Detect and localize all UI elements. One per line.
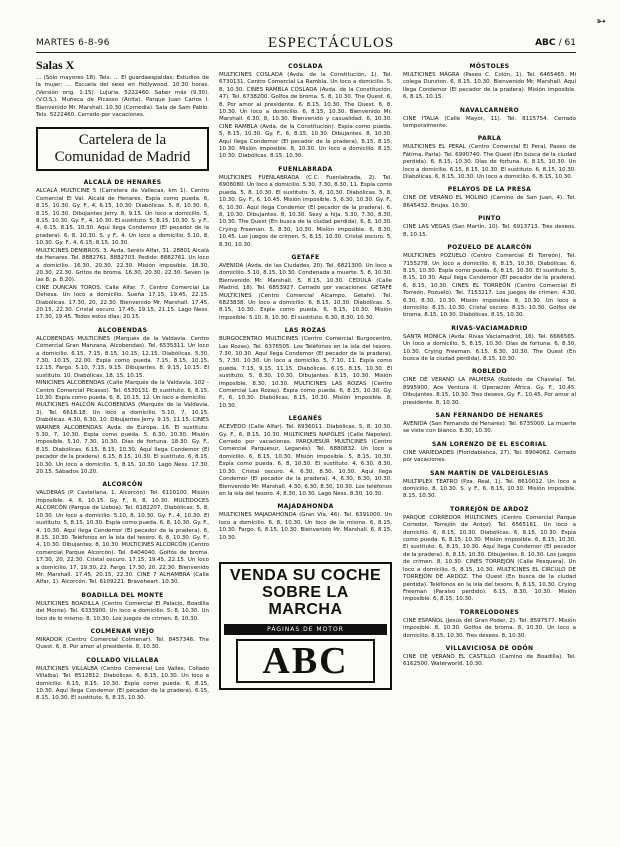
cinema-listing: MULTICINES HALCÓN ALCOBENDAS (Marqués de la Valdavia, 3). Tel. 6618.18. Un loco a domicilio. 5.10, 7, 10.15. Diabólicas. 4.30, 6.30, 10. Dibujantes Jerry. 9.15, 11.15. CINES WARNER ALCOBENDAS. Avda. de Europa, 16. El sustituto. 5.30, 7, 10.30. Espía como pueda. 5, 6.30, 10.30. Misión imposible. 5.10, 7.30, 10.30. Días de fortuna. 18.30. Gy. F., 8.15. Diabólicas. 6.15, 8.15, 10.30. Aquí llega Condemor (El pecador de la pradera). 6.15, 8.15, 10.30. El sustituto. 6, 8.15, 10.30. Un loco a domicilio. 5, 8.15, 10.30. Lago Ness. 17.30, 20.15. Sábados 10.20.: [36, 402, 209, 476]
town-heading: SAN LORENZO DE EL ESCORIAL: [432, 440, 547, 448]
publication-and-page: [535, 38, 576, 48]
cinema-listing: MULTICINES VILLALBA (Centro Comercial Los Valles, Collado Villalba). Tel. 8512812. Diabólicas. 6, 8.15, 10.30. Un loco a domicilio. 6.15, 8.15, 10.30. Espía como pueda. 6, 8.15, 10.30. Aquí llega Condemor (El pecador de la pradera). 6.15, 8.15, 10.30. El sustituto. 6, 8.15, 10.30.: [36, 665, 209, 702]
town-heading: PELAYOS DE LA PRESA: [447, 186, 532, 194]
issue-date: MARTES 6-8-96: [36, 38, 110, 48]
cinema-listing: ACEVEDO (Calle Alfar). Tel. 6936011. Diabólicas. 5, 8, 10.30. Gy. F., 6, 8.15, 10.30. MULTICINES NAPOLES (Calle Napoles). Cerrado por vacaciones. PARQUESUR MULTICINES (Centro Comercial Parquesur, Leganés). Tel. 6880832. Un loco a domicilio. 6, 8.15, 10.30. Misión imposible. 5, 8.15, 10.30. Espía como pueda. 6, 8, 10.30. El sustituto. 4, 6.30, 8.30, 10.30. Cristal oscuro. 4, 6.30, 8.30, 10.30. Aquí llega Condemor (El pecador de la pradera). 4, 6.30, 8.30, 10.30. Bienvenido Mr. Marshall. 4.30, 6.30, 8.30, 10.30. Los teléfonos en la isla del tesoro. 4, 8.30, 10.30. Lago Ness. 8.30, 10.30.: [219, 424, 392, 497]
town-heading: ALCORCÓN: [102, 481, 143, 489]
cinema-listing: MULTIPLEX TEATRO (Pza. Real, 1). Tel. 8610012. Un loco a domicilio. 8, 10.30. S. y F., 6, 8.15, 10.30. Misión imposible. 8.15, 10.30.: [403, 478, 576, 500]
cinema-listing: SANTA MÓNICA (Avda. Rivas Vaciamadrid, 16). Tel. 6666565. Un loco a domicilio. 5, 8.15, 10.30. Días de fortuna. 6, 8.30, 10.30. Crying Freeman. 6.15, 8.30, 10.30. The Quest (En busca de la ciudad perdida). 8.15, 10.30.: [403, 333, 576, 362]
cinema-listing: MULTICINES COSLADA (Avda. de la Constitución, 1). Tel. 6730131. Centro Comercial La Rambla. Un loco a domicilio. 5, 8, 10.30. CINES RAMBLA COSLADA (Avda. de la Constitución, 47). Tel. 6738200. Golfos de broma. 5, 8, 10.30. The Quest. 6, 8. Por amor al presidente. 6, 8.15, 10.30. The Quest. 6, 8, 10.30. Un loco a domicilio. 6, 8.15, 10.30. Bienvenido Mr. Marshall. 6.30, 8, 10.30. Bienvenido y casualidad. 6, 10.30. CINE RAMBLA (Avda. de la Constitución). Espía como pueda. 5, 8.15, 10.30. Gy. F., 6, 8.15, 10.30. Dibujantes. 8, 10.30. Aquí llega Condemor (El pecador de la pradera). 6.15, 8.15, 10.30. Misión imposible. 8, 10.30. Un loco a domicilio. 8.15, 10.30. Diabólicas. 8.15, 10.30.: [219, 72, 392, 160]
abc-logo: ABC: [236, 639, 375, 683]
town-heading: LAS ROZAS: [284, 327, 327, 335]
cinema-listing: AVENIDA (Avda. de las Ciudades, 20). Tel. 6821300. Un loco a domicilio. 5.10, 8.15, 10.30. Condenada a muerte. 5, 8, 10.30. Bienvenido Mr. Marshall. 5, 8.15, 10.30. CEDULA (Calle Madrid, 18). Tel. 6853927. Cerrado por vacaciones. GETAFE MULTICINES (Centro Comercial Alcampo, Getafe). Tel. 6823838. Un loco a domicilio. 6, 8.15, 10.30. Diabólicas. 5, 8.15, 10.30. Espía como pueda. 6, 8.15, 10.30. Misión imposible. 5.10, 8, 10.30. El sustituto. 6.30, 8.30, 10.30.: [219, 262, 392, 321]
town-heading: VILLAVICIOSA DE ODÓN: [445, 644, 534, 652]
town-heading: TORRELODONES: [459, 608, 520, 616]
town-heading: SAN MARTÍN DE VALDEIGLESIAS: [430, 469, 549, 477]
cartelera-title-line-2: Comunidad de Madrid: [54, 149, 191, 166]
abc-motor-advert: [219, 562, 392, 690]
town-heading: BOADILLA DEL MONTE: [81, 591, 164, 599]
page-number: / 61: [558, 38, 576, 48]
town-heading: LEGANÉS: [288, 415, 323, 423]
cinema-listing: MULTICINES BOADILLA (Centro Comercial El Palacio, Boadilla del Monte). Tel. 6333900. Un loco a domicilio. 5, 8, 10.30. Un loco de lo mismo. 8, 10.30. Los juegos de crimen. 8, 10.30.: [36, 600, 209, 622]
town-heading: FUENLABRADA: [278, 165, 333, 173]
cinema-listing: AVENIDA (San Fernando de Henares). Tel. 6735000. La muerte se viste con blanco. 8.30, 10.30.: [403, 421, 576, 435]
column-3: [403, 58, 576, 838]
page-corner-mark: ➳: [595, 14, 606, 28]
page-header: [36, 35, 576, 53]
cinema-listing: CINE DE VERANO EL CASTILLO (Camino de Boadilla). Tel. 6162500. Waterworld. 10.30.: [403, 653, 576, 668]
cinema-listing: BURGOCENTRO MULTICINES (Centro Comercial Burgocentro, Las Rozas). Tel. 6376505. Los Teléfonos en la isla del tesoro. 7.30, 10.30. Aquí llega Condemor (El pecador de la pradera). 5, 7.30, 10.30. Un loco a domicilio. 5, 7.10, 11. Espía como pueda. 7.15, 9.15, 11.15. Diabólicas. 6.15, 8.15, 10.30. El sustituto. 5, 8.30, 10.30. Dibujantes. 8.15, 10.30. Misión imposible. 8.30, 10.30. MULTICINES LAS ROZAS (Centro Comercial Las Rozas). Espía como pueda. 6, 8.15, 10.30. Gy. F., 6, 10.30. Diabólicas. 8.15, 10.30. Misión imposible. 8, 10.30.: [219, 336, 392, 409]
town-heading: COLLADO VILLALBA: [86, 656, 159, 664]
town-heading: COLMENAR VIEJO: [90, 627, 155, 635]
cinema-listing: CINE VARIEDADES (Floridablanca, 27). Tel. 8904062. Cerrado por vacaciones.: [403, 449, 576, 464]
section-title: ESPECTÁCULOS: [268, 35, 395, 51]
column-2-listings: [219, 63, 392, 542]
town-heading: COSLADA: [288, 63, 323, 70]
cinema-listing: CINE LAS VEGAS (San Martín, 10). Tel. 6913713. Tres deseos. 8, 10.15.: [403, 224, 576, 238]
cinema-listing: CINE DUNCAN TOROS. Calle Alfar. 7. Centro Comercial La Dehesa. Un loco a domicilio. Sueña 17.15, 19.45, 22.15. Diabólicas. 17.30, 20, 22.30. Bienvenido Mr. Marshall. 17.45, 20.15, 22.30. Cristal oscuro. 17.45, 19.15, 21.15. Lago Ness. 17.30, 19.45. Todos estos días: 20.15.: [36, 284, 209, 321]
town-heading: RIVAS-VACIAMADRID: [451, 324, 528, 332]
cinema-listing: CINE DE VERANO EL MOLINO (Camino de San Juan, 4). Tel. 8645432. Brujas. 10.30.: [403, 195, 576, 209]
cinema-listing: ALCALÁ MULTICINE 5 (Carretera de Vallecas, km 1). Centro Comercial El Val. Alcalá de Henares. Espía como pueda. 6, 8.15, 10.30. Gy. F., 4, 6.15, 10.30. Diabólicas. 5, 8, 10.30. 6, 8.15, 10.30. Dibujantes Jerry. 8, 9.15. Un loco a domicilio. 5, 8.15, 10.30. Gy. F., 4, 10.30. El sustituto. 5, 8.15, 10.30. S. y F., 4, 6.15, 8.15, 10.30. Aquí llega Condemor (El pecador de la pradera). 6, 8, 10.30. S. y F., 4. Un loco a domicilio. 5.10, 8, 10.30. Gy. F., 4, 6.15, 8.15, 10.30.: [36, 188, 209, 247]
town-heading: ALCOBENDAS: [97, 326, 148, 334]
town-heading: SAN FERNANDO DE HENARES: [435, 412, 544, 419]
cinema-listing: MULTICINES EL PERAL (Centro Comercial El Peral, Paseo de Fátima, Parla). Tel. 6990740. The Quest (En busca de la ciudad perdida). 6, 8.15, 10.30. Días de fortuna. 6, 8.15, 10.30. Un loco a domicilio. 6.15, 8.15, 10.30. El sustituto. 6, 8.15, 10.30. Diabólicas. 6, 8.15, 10.30. Un loco a domicilio. 6, 8.15, 10.30.: [403, 144, 576, 181]
salas-x-title: Salas X: [36, 58, 75, 72]
advert-headline-1: VENDA SU COCHE: [229, 566, 382, 584]
column-1-listings: [36, 179, 209, 702]
cinema-listing: CINE ESPAÑOL (Jesús del Gran Poder, 2). Tel. 8597577. Misión imposible. 8, 10.30. Golfos de broma. 8, 10.30. Un loco a domicilio. 8.15, 10.30. Tres deseos. 8, 10.30.: [403, 617, 576, 639]
cartelera-box: [36, 127, 209, 171]
cinema-listing: CINE DE VERANO LA PALMERA (Robledo de Chavela). Tel. 8995900. Ace Ventura II. Operación África. Gy. F., 10.45. Dibujantes. 8.15, 10.30. Tres deseos. Gy. F., 10.45. Por amor al presidente. 8, 10.30.: [403, 377, 576, 406]
column-2: [219, 58, 392, 838]
cinema-listing: MULTICINES MAJADAHONDA (Gran Vía, 46). Tel. 6391000. Un loco a domicilio. 6, 8, 10.30. Un loco de lo mismo. 6, 8.15, 10.30. Fargo. 6, 8.15, 10.30. Bienvenido Mr. Marshall. 6, 8.15, 10.30.: [219, 512, 392, 541]
salas-x-text: ... (Sólo mayores 18). Tels. ... El guardaespaldas; Estudios de la mujer; ... Escuela del sexo en Hollywood. 10.30 horas. (Versión orig. 1.15). Lujuria. 5222460. Saber más (9.30). (V.O.S.). Muñeca de Picasso (Anita). Parque Juan Carlos I. Bienvenido Mr. Marshall. 10.30 (Comedia). Sala de Sam Pablo. Tels. 5222460. Cerrado por vacaciones.: [36, 75, 209, 119]
cinema-listing: VALDERAS (P. Castellana, 1, Alcorcón). Tel. 6110100. Misión imposible. 4, 6, 10.15. Gy. F., 6, 8, 10.30. MULTIDOCES ALCORCÓN (Parque de Lisboa). Tel. 6182207. Diabólicas. 5, 8, 10.30. Un loco a domicilio. 5.10, 8, 10.30. Gy. F., 4, 10.30. El sustituto. 5, 8.15, 10.30. Espía como pueda. 6, 8, 10.30. Gy. F., 4, 10.30. Aquí llega Condemor (El pecador de la pradera). 6, 8.15, 10.30. Teléfonos en la isla del tesoro. 6, 8, 10.30. Gy. F., 4, 10.30. Dibujantes. 8, 10.30. MULTICINES ALCORCÓN (Centro comercial Parque Alcorcón). Tel. 6404040. Golfos de broma. 17.30, 20, 22.30. Cristal oscuro. 17.15, 19.45, 22.15. Un loco a domicilio. 17, 19.30, 22. Fargo. 17.30, 20, 22.30. Bienvenido Mr. Marshall. 17.45, 20.15, 22.30. CINE 7 ALHAMBRA (Calle Alfar, 1). Alcorcón. Tel. 6109221. Braveheart. 10.30.: [36, 490, 209, 586]
cinema-listing: MINICINES ALCOBENDAS (Calle Marqués de la Valdavia, 102 - Centro Comercial Picasso). Tel. 6530131. El sustituto. 6, 8.15, 10.30. Espía como pueda. 6, 8, 10.15, 12. Un loco a domicilio.: [36, 380, 209, 401]
cinema-listing: MIRADOR (Centro Comercial Colmenar). Tel. 8457346. The Quest. 6, 8. Por amor al presidente. 8, 10.30.: [36, 636, 209, 651]
town-heading: POZUELO DE ALARCÓN: [447, 244, 532, 252]
town-heading: MAJADAHONDA: [277, 503, 334, 511]
cinema-listing: PARQUE CORREDOR MULTICINES (Centro Comercial Parque Corredor, Torrejón de Ardoz). Tel. 6565161. Un loco a domicilio. 6, 8.15, 10.30. Diabólicas. 6, 8.15, 10.30. Espía como pueda. 6, 8.15, 10.30. Misión imposible. 6, 8.15, 10.30. El sustituto. 6, 8.15, 10.30. Aquí llega Condemor (El pecador de la pradera). 6, 8.15, 10.30. Dibujantes. 8, 10.30. Los juegos de crimen. 8, 10.30. CINES TORREJÓN (Calle Pesquera). Un loco a domicilio. 5, 8.15, 10.30. MULTICINES EL CIRCULO DE TORREJÓN DE ARDOZ. The Quest (En busca de la ciudad perdida). Teléfonos en la isla del tesoro. 6, 8.15, 10.30. Crying Freeman (Paraíso perdido). 6.15, 8.30, 10.30. Misión imposible. 6, 8.15, 10.30.: [403, 514, 576, 603]
town-heading: PINTO: [478, 215, 501, 223]
town-heading: PARLA: [477, 135, 502, 143]
column-3-listings: [403, 63, 576, 669]
town-heading: NAVALCARNERO: [459, 106, 520, 114]
cinema-listing: MULTICINES MÁGRA (Paseo C. Colón, 1). Tel. 6465465. Mi colega Dunston. 6, 8.15, 10.30. Bienvenido Mr. Marshall. Aquí llega Condemor (El pecador de la pradera). Misión imposible. 6, 8.15, 10.15.: [403, 72, 576, 101]
advert-headline-2: SOBRE LA MARCHA: [262, 583, 349, 618]
column-1: [36, 58, 209, 838]
cinema-listing: ALCOBENDAS MULTICINES (Marqués de la Valdavia. Centro Comercial Gran Manzana, Alcobendas). Tel. 6535311. Un loco a domicilio. 6.15, 7.15, 8.15, 10.15, 12.15. Diabólicas. 5.30, 7.30, 10.15, 22.00. Espía como pueda. 7.15, 8.15, 10.15, 12.15. Fargo. 5.10, 7.15, 9.15. Dibujantes. 8, 9.15, 10.15. El sustituto. 10. Diabólicas. 18, 15, 10.15.: [36, 335, 209, 379]
town-heading: ALCALÁ DE HENARES: [83, 179, 162, 187]
cartelera-title-line-1: Cartelera de la: [78, 132, 167, 149]
cinema-listing: MULTICINES DENIBROS. 3. Avda. Seréis Alfar, 31. 28801 Alcalá de Henares. Tel. 8882761. 8882703. Pedido: 8882761. Un loco a domicilio. 16.30, 20.30, 22.30. Misión imposible. 18.30, 20.30, 22.30. Gritos de broma. 16.30, 20.30, 22.30. Seven (a las 8, p. 8.20).: [36, 247, 209, 284]
publication-name: ABC: [535, 38, 556, 48]
cinema-listing: MULTICINES FUENLABRADA (C.C. Fuenlabrada, 2). Tel. 6908080. Un loco a domicilio. 5.30, 7.30, 8.30, 11. Espía como pueda. 5, 8, 10.30. El sustituto. 5, 8, 10.30. Diabólicas. 5, 8, 10.30. Gy. F., 6, 10.45. Misión imposible. 5, 6.30, 10.30. Gy. F., 6, 10.30. Aquí llega Condemor (El pecador de la pradera). 6, 8, 10.30. Dibujantes. 8, 10.30. Sexy a hija. 5.30, 7.30, 8.30, 10.30. The Quest (En busca de la ciudad perdida). 6, 8, 10.30. Crying Freeman. 5, 8.30, 10.30. Misión imposible. 6, 8.30, 10.45. Los juegos de crimen. 5, 8.15, 10.30. Cristal oscuro. 5, 8.30, 10.30.: [219, 174, 392, 248]
town-heading: ROBLEDO: [471, 368, 508, 376]
cinema-listing: CINE ITALIA (Calle Mayor, 11). Tel. 8115754. Cerrado temporalmente.: [403, 115, 576, 130]
town-heading: TORREJÓN DE ARDOZ: [450, 505, 529, 513]
town-heading: MÓSTOLES: [469, 63, 510, 70]
town-heading: GETAFE: [291, 253, 320, 261]
advert-band: PÁGINAS DE MOTOR: [224, 624, 387, 635]
cinema-listing: MULTICINES POZUELO (Centro Comercial El Torreón). Tel. 7155278. Un loco a domicilio. 6, 8.15, 10.30. Diabólicas. 6, 8.15, 10.30. Espía como pueda. 6, 8.15, 10.30. El sustituto. 5, 8.15, 10.30. Aquí llega Condemor (El pecador de la pradera). 6, 8.15, 10.30. CINES EL TORREÓN (Centro Comercial El Torreón, Pozuelo). Tel. 7153217. Los juegos de crimen. 4.30, 6.30, 8.30, 10.30. Misión imposible. 8, 10.30. Un loco a domicilio. 8.15, 10.30. Cristal oscuro. 8.15, 10.30. Golfos de broma. 8.15, 10.30. Diabólicas. 8.15, 10.30.: [403, 253, 576, 319]
